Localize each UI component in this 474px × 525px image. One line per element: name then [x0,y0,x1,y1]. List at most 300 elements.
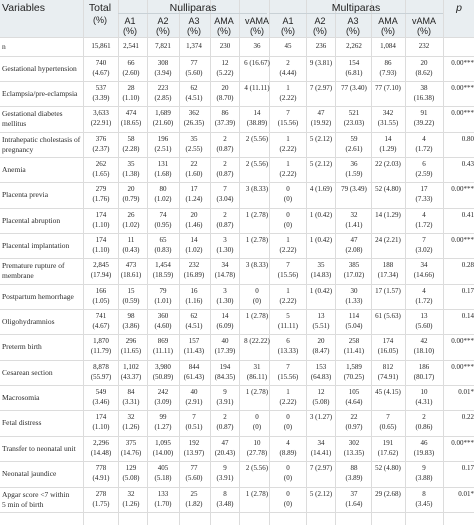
table-cell: 0.00*** [451,59,474,67]
table-cell-pct: (2.22) [279,246,297,254]
table-cell-pct: (5.51) [312,322,330,330]
table-cell: 3 (1.27) [309,413,333,421]
table-cell: 1,374 [186,41,202,50]
table-cell: 105 [348,388,360,396]
table-cell-pct: (1.10) [122,94,140,102]
table-cell: 0.00*** [451,109,474,117]
table-header [0,0,474,38]
table-cell: 79 [159,287,167,295]
table-cell-pct: (2.61) [345,145,363,153]
table-cell-pct: (15.56) [277,373,299,381]
table-cell-pct: (0) [252,423,262,431]
table-cell-pct: (2.55) [185,145,203,153]
table-cell: 40 [190,388,198,396]
table-cell-pct: (17.02) [343,271,365,279]
row-label: Gestational diabetes [2,109,63,118]
table-cell-pct: (0.43) [122,246,140,254]
table-cell-pct: (2.91) [185,398,203,406]
table-cell: 10 [253,439,261,447]
table-cell-pct: (84.35) [214,373,236,381]
table-cell: 88 [350,464,358,472]
table-cell: 8,878 [93,363,109,371]
table-cell-pct: (19.83) [413,449,435,457]
table-cell: 66 [127,59,135,67]
table-cell-pct: (5.60) [415,322,433,330]
table-cell: 9 (3.81) [309,59,333,67]
table-cell: 17 [190,185,198,193]
table-cell-pct: (0) [283,474,293,482]
table-cell-pct: (1.33) [345,297,363,305]
table-cell: 1 [286,135,290,143]
table-cell: 7 [386,413,390,421]
table-cell: 5 (2.12) [309,160,333,168]
table-cell-pct: (0.95) [154,221,172,229]
table-cell-pct: (3.09) [154,398,172,406]
col-header-m-ama: AMA [378,16,398,26]
table-cell: 2,845 [93,261,109,269]
table-cell: 7 [286,261,290,269]
table-cell-pct: (17.34) [377,271,399,279]
table-cell-pct: (22.91) [90,119,112,127]
table-cell: 1 (2.78) [245,388,269,396]
table-cell-pct: (8.47) [312,347,330,355]
table-cell: 36 [350,160,358,168]
table-cell-pct: (7.93) [379,69,397,77]
table-cell: 38 [420,84,428,92]
table-cell-pct: (1.24) [185,195,203,203]
table-cell: 1 (0.42) [309,236,333,244]
table-cell-pct: (27.78) [246,449,268,457]
table-cell-pct: (38.89) [246,119,268,127]
row-label: Placenta previa [2,190,49,199]
table-cell-pct: (0) [283,221,293,229]
column-divider [118,0,119,525]
table-cell-pct: (1.01) [154,297,172,305]
table-cell-pct: (1.38) [122,170,140,178]
table-cell: 52 (4.80) [375,464,401,472]
table-cell: 3 (8.33) [245,185,269,193]
table-cell: 0.17 [461,464,474,472]
table-cell: 188 [382,261,394,269]
table-cell: 4 [286,439,290,447]
table-cell-pct: (1.60) [185,170,203,178]
table-cell-pct: (1.05) [92,297,110,305]
table-cell: 77 [190,464,198,472]
table-cell: 15 [127,287,135,295]
table-cell-pct: (3.94) [154,69,172,77]
table-cell: 9 [223,464,227,472]
table-cell: 20 [420,59,428,67]
table-cell: 35 [317,261,325,269]
table-cell-pct: (2.08) [345,246,363,254]
row-divider [0,360,474,361]
table-cell-pct: (3.89) [345,474,363,482]
col-header-n-a2: A2 [157,16,169,26]
table-cell: 14 [221,312,229,320]
table-cell-pct: (6.81) [345,69,363,77]
table-cell-pct: (18.59) [152,271,174,279]
table-cell-pct: (5.22) [216,69,234,77]
table-cell: 6 [422,160,426,168]
table-cell-pct: (14.66) [413,271,435,279]
table-cell-pct: (15.56) [277,271,299,279]
table-cell: 342 [382,109,394,117]
table-cell-pct: (1.02) [185,246,203,254]
table-cell: 34 [420,261,428,269]
table-cell-pct: (2.51) [154,145,172,153]
table-cell: 77 [190,59,198,67]
table-cell: 114 [348,312,360,320]
table-cell: 61 (5.63) [375,312,401,320]
table-cell-pct: (4.51) [185,94,203,102]
table-cell: 4 (11.11) [244,84,270,92]
table-cell: 1,689 [155,109,171,117]
table-cell: 20 [221,84,229,92]
col-header-n-vama-unit: (%) [250,26,264,36]
table-cell: 308 [157,59,169,67]
table-cell-pct: (1.02) [154,195,172,203]
table-cell: 0.00*** [451,236,474,244]
table-cell: 31 [253,363,261,371]
table-cell: 869 [157,337,169,345]
table-cell: 302 [348,439,360,447]
table-cell: 22 [190,160,198,168]
table-cell: 1,095 [155,439,171,447]
table-cell: 86 [221,109,229,117]
table-cell-pct: (0.83) [154,246,172,254]
table-cell: 14 [384,135,392,143]
table-cell: 17 (1.57) [375,287,401,295]
table-cell: 37 [350,490,358,498]
table-cell-pct: (2.28) [122,145,140,153]
table-cell-pct: (20.43) [214,449,236,457]
table-cell-pct: (13.35) [343,449,365,457]
table-cell-pct: (1.76) [92,195,110,203]
table-cell: 174 [95,236,107,244]
table-cell-pct: (80.17) [413,373,435,381]
col-header-p: p [456,2,462,14]
table-cell: 2 (5.56) [245,135,269,143]
table-cell: 32 [127,413,135,421]
col-header-total: Total [88,2,112,14]
table-cell-pct: (14.83) [310,271,332,279]
col-header-m-a1-unit: (%) [281,26,295,36]
table-cell: 30 [350,287,358,295]
table-cell-pct: (4.67) [92,69,110,77]
table-cell: 1 (2.78) [245,236,269,244]
table-cell-pct: (1.29) [379,145,397,153]
table-cell: 58 [127,135,135,143]
table-cell-pct: (16.38) [413,94,435,102]
table-cell-pct: (18.65) [120,119,142,127]
table-cell: 77 (7.10) [375,84,401,92]
table-cell-pct: (8.62) [415,69,433,77]
table-cell-pct: (4.91) [92,474,110,482]
table-cell-pct: (0.86) [415,423,433,431]
table-cell-pct: (0.51) [185,423,203,431]
table-cell: 22 [350,413,358,421]
table-cell: 0 [286,490,290,498]
column-divider [147,0,148,525]
table-cell-pct: (5.08) [312,398,330,406]
table-cell-pct: (13.97) [183,449,205,457]
table-cell: 191 [382,439,394,447]
table-cell: 20 [317,337,325,345]
table-cell: 59 [350,135,358,143]
table-cell: 15,861 [91,41,111,50]
table-cell: 91 [420,109,428,117]
table-cell: 14 [190,236,198,244]
row-label: Cesarean section [2,367,53,377]
table-cell: 278 [95,490,107,498]
table-cell: 521 [348,109,360,117]
table-cell-pct: (0.87) [216,423,234,431]
table-cell-pct: (74.91) [377,373,399,381]
table-cell-pct: (3.45) [415,500,433,508]
table-cell: 0 [286,185,290,193]
table-cell: 362 [188,109,200,117]
row-divider [0,512,474,513]
table-cell: 405 [157,464,169,472]
table-cell: 174 [382,337,394,345]
table-cell: 77 (3.40) [341,84,367,92]
table-cell-pct: (1.68) [154,170,172,178]
row-divider [0,410,474,411]
table-cell-pct: (11.11) [278,322,298,330]
table-cell-pct: (5.60) [185,69,203,77]
table-cell: 14 [253,109,261,117]
table-cell: 20 [127,185,135,193]
table-cell: 46 [420,439,428,447]
table-cell-pct: (0.59) [122,297,140,305]
table-cell: 24 (2.21) [375,236,401,244]
col-header-n-ama-unit: (%) [217,26,231,36]
table-cell-pct: (1.30) [216,297,234,305]
table-cell: 42 [420,337,428,345]
table-cell-pct: (0.87) [216,221,234,229]
table-cell: 2 (5.56) [245,464,269,472]
table-cell-pct: (8.70) [216,94,234,102]
table-cell: 0.28 [461,261,474,269]
col-header-n-a2-unit: (%) [156,26,170,36]
table-cell-pct: (2.60) [122,69,140,77]
table-cell: 0.41 [461,211,474,219]
table-cell: 0.17 [461,287,474,295]
table-cell-pct: (16.89) [183,271,205,279]
table-cell-pct: (1.10) [92,221,110,229]
table-cell: 12 [317,388,325,396]
table-cell: 537 [95,84,107,92]
multiparas-rule [269,13,443,14]
table-cell: 0.22 [461,413,474,421]
table-cell-pct: (21.60) [152,119,174,127]
table-cell-pct: (23.03) [343,119,365,127]
table-cell-pct: (1.10) [92,246,110,254]
table-cell-pct: (6.09) [216,322,234,330]
table-cell-pct: (4.64) [345,398,363,406]
col-header-m-a1: A1 [282,16,294,26]
row-divider [0,309,474,310]
table-cell: 65 [159,236,167,244]
table-cell: 2,296 [93,439,109,447]
row-divider [0,208,474,209]
table-cell: 0.43 [461,160,474,168]
table-cell: 28 [127,84,135,92]
column-divider [335,0,336,525]
table-cell: 474 [125,109,137,117]
row-label: n [2,41,6,51]
table-cell: 194 [219,363,231,371]
table-cell: 129 [125,464,137,472]
table-cell-pct: (14.41) [310,449,332,457]
table-cell-pct: (5.60) [185,474,203,482]
table-cell-pct: (50.89) [152,373,174,381]
table-cell: 5 (2.12) [309,490,333,498]
table-cell-pct: (15.56) [277,119,299,127]
table-cell: 2,541 [123,41,139,50]
table-cell-pct: (13.33) [277,347,299,355]
table-cell: 0.00*** [451,439,474,447]
table-cell-pct: (1.70) [154,500,172,508]
table-cell: 1 [286,287,290,295]
row-divider [0,106,474,107]
col-header-n-a3: A3 [188,16,200,26]
table-cell: 174 [95,413,107,421]
table-cell: 29 (2.68) [375,490,401,498]
table-cell: 778 [95,464,107,472]
column-divider [179,0,180,525]
table-cell: 4 (1.69) [309,185,333,193]
table-cell: 9 [223,388,227,396]
row-divider [0,182,474,183]
row-divider [0,258,474,259]
row-label: Anemia [2,164,26,174]
table-cell-pct: (5.18) [154,474,172,482]
table-cell: 0.01* [458,490,474,498]
table-cell: 186 [418,363,430,371]
table-cell: 79 (3.49) [341,185,367,193]
table-cell: 1 [286,236,290,244]
table-cell: 40 [221,337,229,345]
table-cell: 84 [127,388,135,396]
table-cell: 133 [157,490,169,498]
row-label: Placental abruption [2,215,61,225]
table-cell: 47 [221,439,229,447]
table-cell-pct: (3.02) [415,246,433,254]
table-cell: 16 [190,287,198,295]
column-divider [83,0,84,525]
table-cell-pct: (1.27) [154,423,172,431]
table-cell: 2 [223,211,227,219]
table-cell: 32 [350,211,358,219]
table-cell: 7,821 [155,41,171,50]
table-cell: 2 [286,59,290,67]
table-cell-pct: (5.04) [345,322,363,330]
table-cell: 47 [317,109,325,117]
table-cell: 262 [95,160,107,168]
table-cell-pct: (2.85) [154,94,172,102]
row-label: Preterm birth [2,342,42,351]
table-cell: 7 [223,185,227,193]
table-cell-pct: (1.59) [345,170,363,178]
table-cell: 1 (2.78) [245,211,269,219]
table-cell-pct: (3.91) [216,398,234,406]
col-header-total-unit: (%) [93,15,107,25]
table-cell: 14 (1.29) [375,211,401,219]
row-label: Apgar score <7 within [2,489,70,499]
table-cell-pct: (0.87) [216,170,234,178]
table-cell: 0 [286,413,290,421]
table-cell-pct: (3.91) [216,474,234,482]
table-cell-pct: (17.39) [214,347,236,355]
table-cell-pct: (2.22) [279,398,297,406]
row-divider [0,436,474,437]
table-cell-pct: (70.25) [343,373,365,381]
table-cell-pct: (4.60) [154,322,172,330]
table-cell: 13 [420,312,428,320]
table-cell: 11 [127,236,135,244]
table-cell: 196 [157,135,169,143]
col-header-nulliparas: Nulliparas [169,2,217,14]
table-cell: 154 [348,59,360,67]
table-cell-pct: (2.22) [279,145,297,153]
table-cell-pct: (1.41) [345,221,363,229]
table-cell-pct: (11.11) [153,347,173,355]
col-header-m-a3-unit: (%) [346,26,360,36]
table-cell: 0 [286,211,290,219]
table-cell: 0.80 [461,135,474,143]
col-header-n-a1: A1 [124,16,136,26]
table-cell: 4 [422,287,426,295]
table-cell: 2 [223,135,227,143]
table-cell: 12 [221,59,229,67]
table-cell: 3,633 [93,109,109,117]
column-divider [306,0,307,525]
table-cell: 360 [157,312,169,320]
column-divider [210,0,211,525]
table-cell: 6 (16.67) [244,59,270,67]
row-label: Transfer to neonatal unit [2,443,76,453]
table-cell: 7 [286,363,290,371]
table-cell-pct: (2.37) [92,145,110,153]
table-cell: 1,084 [380,41,396,50]
table-cell-pct: (14.48) [90,449,112,457]
column-divider [269,0,270,525]
table-cell: 157 [188,337,200,345]
table-cell-pct: (64.83) [310,373,332,381]
table-cell-pct: (1.10) [92,423,110,431]
table-cell: 47 [350,236,358,244]
table-cell: 20 [190,211,198,219]
row-label: Neonatal jaundice [2,469,57,478]
row-label-cont: membrane [2,271,34,280]
table-cell-pct: (0) [283,195,293,203]
col-header-m-a2: A2 [314,16,326,26]
table-cell-pct: (0) [283,500,293,508]
table-cell: 844 [188,363,200,371]
table-cell-pct: (1.82) [185,500,203,508]
table-cell-pct: (5.08) [122,474,140,482]
table-cell-pct: (1.26) [122,500,140,508]
table-cell-pct: (1.65) [92,170,110,178]
table-cell: 1,102 [123,363,139,371]
table-cell: 3,980 [155,363,171,371]
table-cell: 2 [223,413,227,421]
table-cell: 80 [159,185,167,193]
table-cell: 1,454 [155,261,171,269]
table-cell: 34 [221,261,229,269]
table-cell-pct: (3.31) [122,398,140,406]
